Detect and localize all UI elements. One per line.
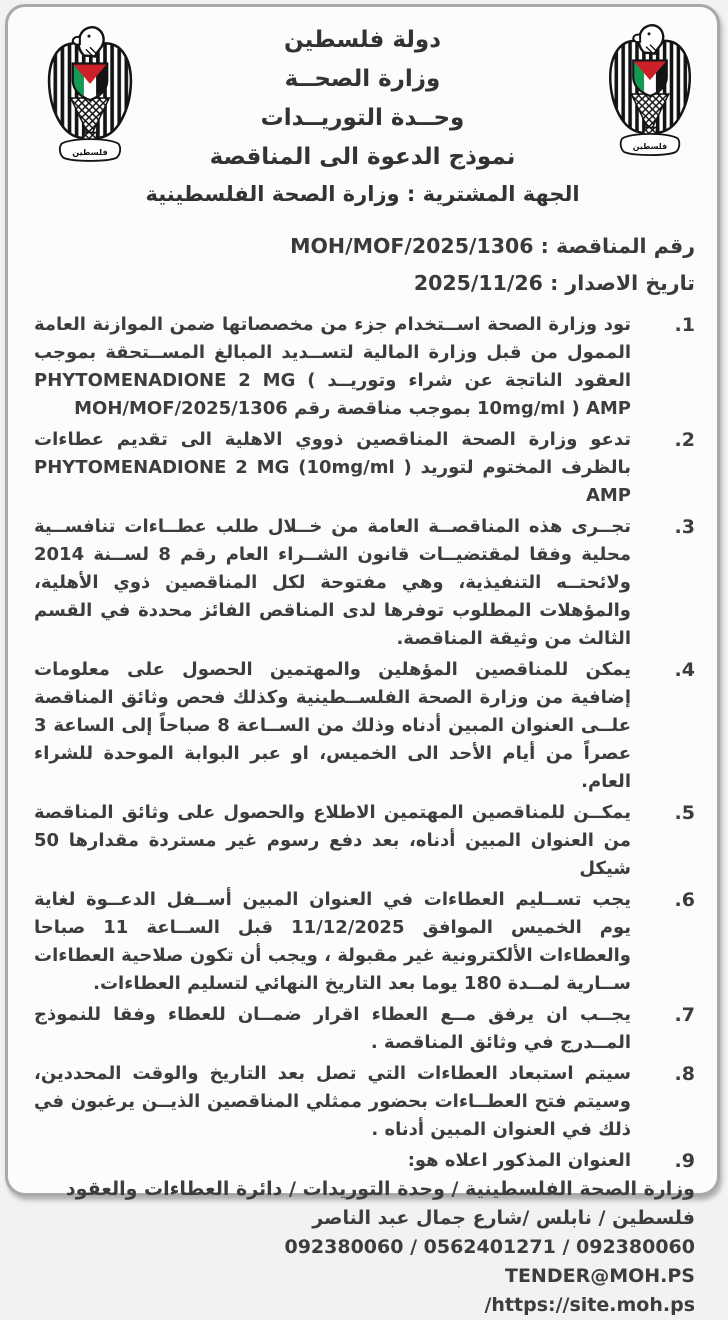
list-item-1 xyxy=(34,311,695,423)
issue-date-value: 2025/11/26 xyxy=(413,271,543,295)
item-number: 3. xyxy=(674,516,695,538)
address-department-line: وزارة الصحة الفلسطينية / وحدة التوريدات / دائرة العطاءات والعقود xyxy=(65,1178,695,1200)
unit-title: وحــدة التوريــدات xyxy=(260,105,465,131)
list-item-4 xyxy=(34,656,695,796)
list-item-2 xyxy=(34,426,695,510)
email-line: TENDER@MOH.PS xyxy=(504,1265,695,1287)
tender-number-value: MOH/MOF/2025/1306 xyxy=(290,234,534,258)
list-item-7 xyxy=(34,1001,695,1057)
item-text: يجــب ان يرفق مــع العطاء اقرار ضمــان للعطاء وفقا للنموذج المــدرج في وثائق المناقصة . xyxy=(34,1004,631,1053)
item-text: تود وزارة الصحة اســتخدام جزء من مخصصاتها ضمن الموازنة العامة الممول من قبل وزارة المالية لتســديد المبالغ المســتحقة بموجب العقود الناتجة عن شراء وتوريــد PHYTOMENADIONE 2 MG ( 10mg/ml ) AMP بموجب مناقصة رقم MOH/MOF/2025/1306 xyxy=(34,314,631,419)
issue-date-line xyxy=(30,265,695,302)
tender-items-list xyxy=(8,311,717,1175)
issue-date-label: تاريخ الاصدار : xyxy=(542,271,695,295)
ministry-title: وزارة الصحــة xyxy=(284,66,441,92)
tender-number-line xyxy=(30,228,695,265)
item-text: العنوان المذكور اعلاه هو: xyxy=(407,1150,631,1171)
item-number: 9. xyxy=(674,1150,695,1172)
item-text: سيتم استبعاد العطاءات التي تصل بعد التاريخ والوقت المحددين، وسيتم فتح العطــاءات بحضور ممثلي المناقصين الذيــن يرغبون في ذلك في العنوان المبين أدناه . xyxy=(34,1063,631,1140)
palestine-coat-of-arms-icon xyxy=(38,25,142,167)
address-street-line: فلسطين / نابلس /شارع جمال عبد الناصر xyxy=(312,1207,695,1229)
item-text: تدعو وزارة الصحة المناقصين ذووي الاهلية الى تقديم عطاءات بالظرف المختوم لتوريد PHYTOMENADIONE 2 MG (10mg/ml ) AMP xyxy=(34,429,632,506)
item-number: 2. xyxy=(674,429,695,451)
item-number: 6. xyxy=(674,889,695,911)
website-line: https://site.moh.ps/ xyxy=(484,1294,695,1316)
list-item-3 xyxy=(34,513,695,653)
tender-meta xyxy=(8,228,717,302)
tender-number-label: رقم المناقصة : xyxy=(533,234,695,258)
item-number: 1. xyxy=(674,314,695,336)
list-item-6 xyxy=(34,886,695,998)
palestine-coat-of-arms-icon xyxy=(600,23,700,161)
item-text: يمكن للمناقصين المؤهلين والمهتمين الحصول على معلومات إضافية من وزارة الصحة الفلســطينية وكذلك فحص وثائق المناقصة علــى العنوان المبين أدناه وذلك من الســاعة 8 صباحاً إلى الساعة 3 عصراً من أيام الأحد الى الخميس، او عبر البوابة الموحدة للشراء العام. xyxy=(34,659,632,792)
list-item-5 xyxy=(34,799,695,883)
contact-address-block xyxy=(8,1175,717,1320)
item-text: تجــرى هذه المناقصــة العامة من خــلال طلب عطــاءات تنافســية محلية وفقا لمقتضيــات قانون الشــراء العام رقم 8 لســنة 2014 ولائحتــه التنفيذية، وهي مفتوحة لكل المناقصين ذوي الأهلية، والمؤهلات المطلوب توفرها لدى المناقص الفائز محددة في القسم الثالث من وثيقة المناقصة. xyxy=(34,516,631,649)
item-number: 4. xyxy=(674,659,695,681)
item-number: 8. xyxy=(674,1063,695,1085)
phone-numbers-line: 092380060 / 0562401271 / 092380060 xyxy=(284,1236,695,1258)
purchasing-entity-line: الجهة المشترية : وزارة الصحة الفلسطينية xyxy=(145,182,580,206)
item-number: 7. xyxy=(674,1004,695,1026)
state-title: دولة فلسطين xyxy=(283,27,442,53)
item-number: 5. xyxy=(674,802,695,824)
item-text: يجب تســليم العطاءات في العنوان المبين أســفل الدعــوة لغاية يوم الخميس الموافق 11/12/2025 قبل الســاعة 11 صباحا والعطاءات الألكترونية غير مقبولة ، ويجب أن تكون صلاحية العطاءات ســارية لمــدة 180 يوما بعد التاريخ النهائي لتسليم العطاءات. xyxy=(34,889,631,994)
form-title: نموذج الدعوة الى المناقصة xyxy=(209,144,516,170)
list-item-9 xyxy=(34,1147,695,1175)
item-text: يمكــن للمناقصين المهتمين الاطلاع والحصول على وثائق المناقصة من العنوان المبين أدناه، بعد دفع رسوم غير مستردة مقدارها 50 شيكل xyxy=(34,802,631,879)
tender-announcement-card xyxy=(5,4,720,1316)
list-item-8 xyxy=(34,1060,695,1144)
